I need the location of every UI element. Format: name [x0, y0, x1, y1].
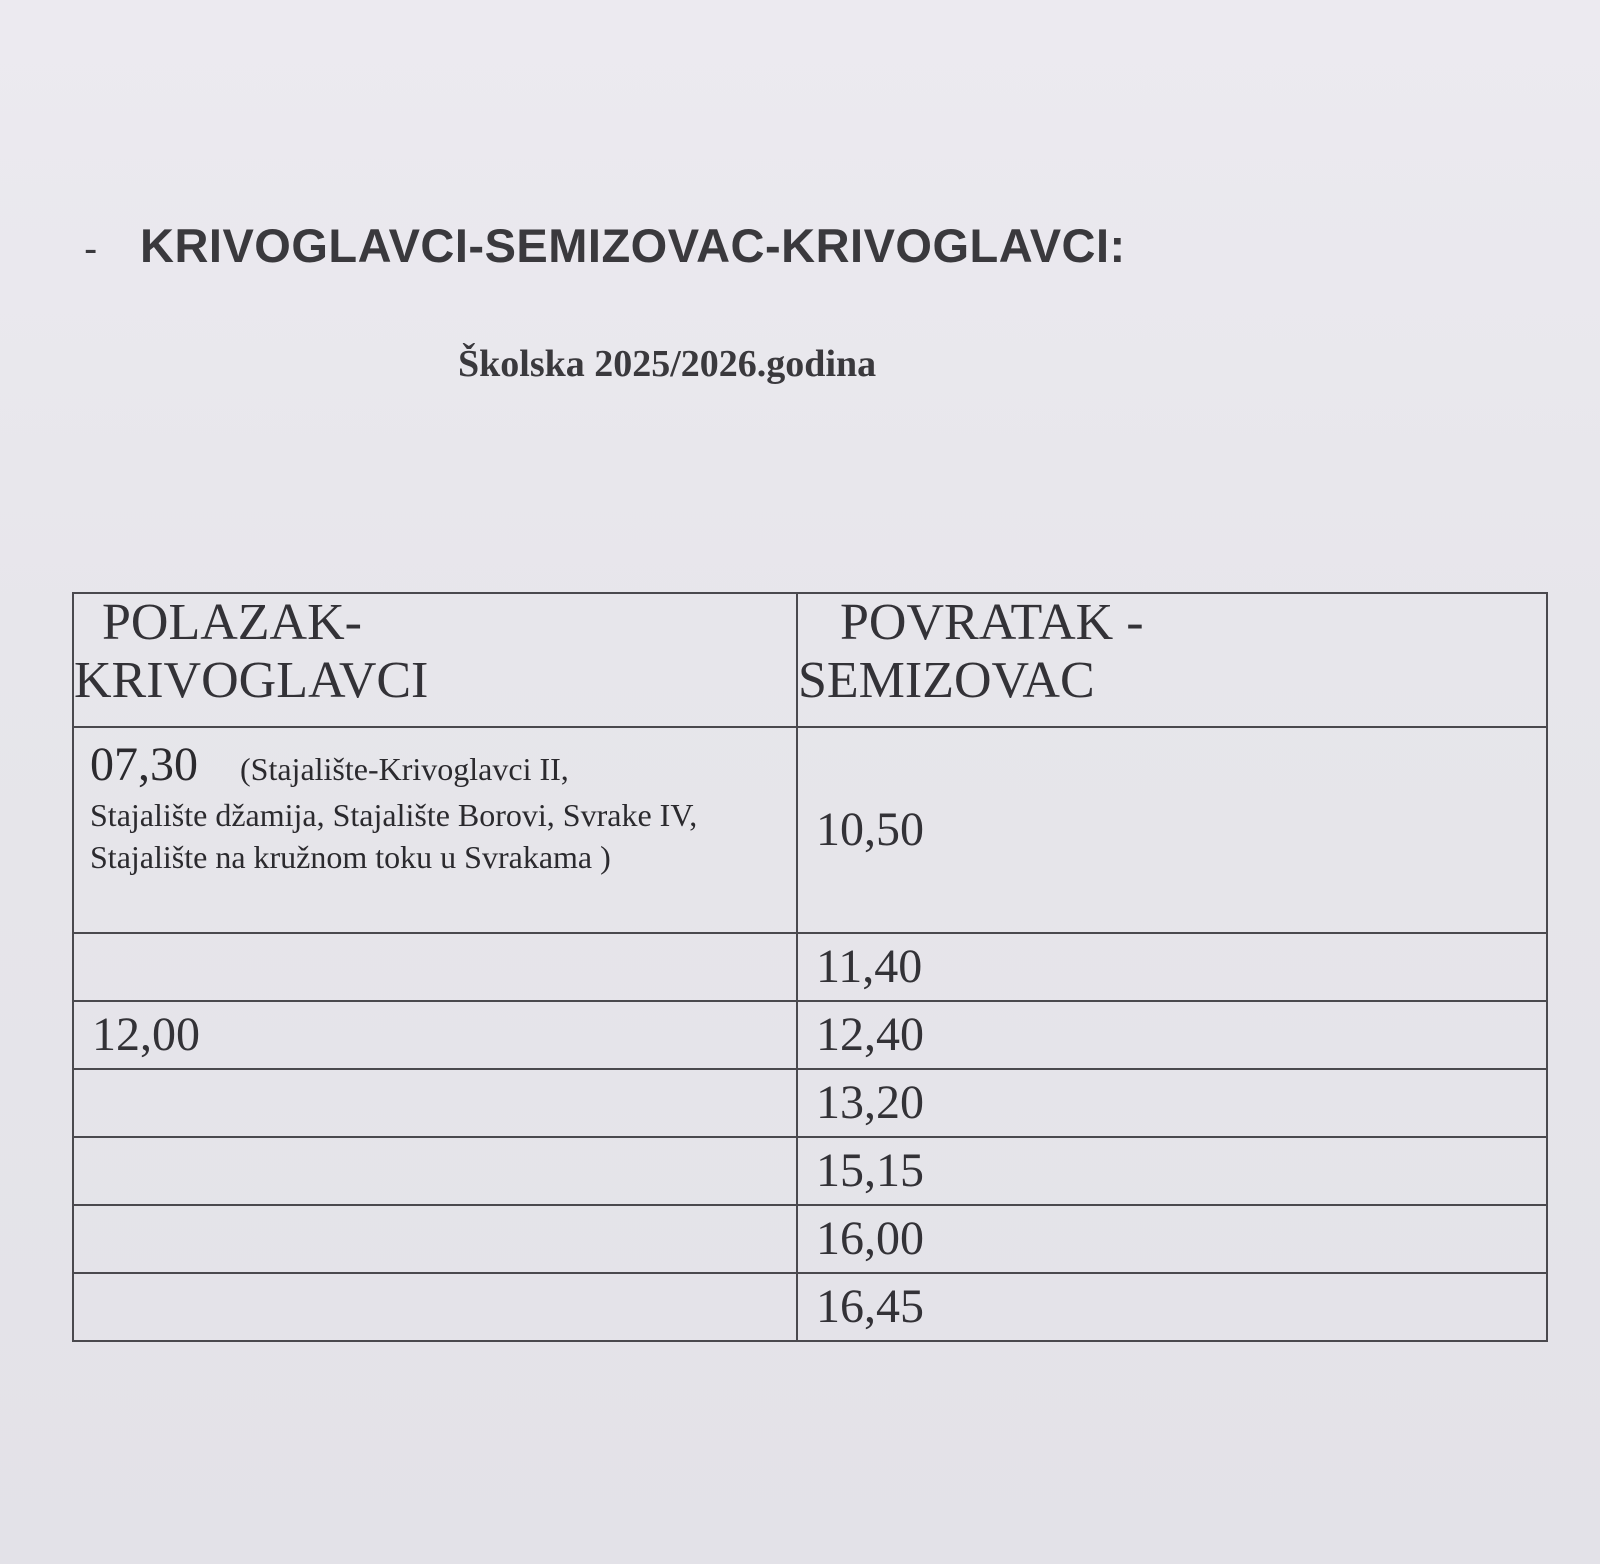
return-header-line1: POVRATAK - [840, 594, 1144, 651]
departure-note-start: (Stajalište-Krivoglavci II, [240, 751, 569, 787]
departure-cell [73, 933, 797, 1001]
return-header [797, 593, 1547, 727]
return-time: 16,45 [816, 1280, 924, 1333]
departure-cell [73, 1069, 797, 1137]
return-cell [797, 1273, 1547, 1341]
return-cell [797, 1001, 1547, 1069]
return-cell [797, 1069, 1547, 1137]
table-row [73, 1273, 1547, 1341]
departure-header-line2: KRIVOGLAVCI [74, 652, 429, 709]
table-row [73, 1205, 1547, 1273]
return-time: 11,40 [816, 940, 923, 993]
departure-cell [73, 1001, 797, 1069]
departure-cell [73, 1205, 797, 1273]
return-time: 12,40 [816, 1008, 924, 1061]
departure-cell [73, 1273, 797, 1341]
return-time: 16,00 [816, 1212, 924, 1265]
route-heading [84, 218, 1126, 273]
departure-cell [73, 727, 797, 933]
return-cell [797, 727, 1547, 933]
return-time: 15,15 [816, 1144, 924, 1197]
schedule-table [72, 592, 1548, 1342]
table-row [73, 1137, 1547, 1205]
school-year-subheading: Školska 2025/2026.godina [458, 343, 877, 385]
table-row [73, 727, 1547, 933]
departure-header-line1: POLAZAK- [102, 594, 362, 651]
table-row [73, 1001, 1547, 1069]
departure-header [73, 593, 797, 727]
return-time: 10,50 [816, 803, 924, 856]
return-cell [797, 933, 1547, 1001]
heading-dash: - [84, 227, 98, 271]
table-row [73, 1069, 1547, 1137]
return-header-line2: SEMIZOVAC [798, 652, 1095, 709]
route-title: KRIVOGLAVCI-SEMIZOVAC-KRIVOGLAVCI: [140, 219, 1126, 272]
departure-time: 12,00 [92, 1008, 200, 1061]
departure-cell [73, 1137, 797, 1205]
return-cell [797, 1205, 1547, 1273]
return-time: 13,20 [816, 1076, 924, 1129]
departure-note-rest: Stajalište džamija, Stajalište Borovi, Svrake IV, Stajalište na kružnom toku u Svrakama ) [90, 797, 698, 875]
return-cell [797, 1137, 1547, 1205]
header-row [73, 593, 1547, 727]
table-row [73, 933, 1547, 1001]
departure-time: 07,30 [90, 738, 198, 791]
